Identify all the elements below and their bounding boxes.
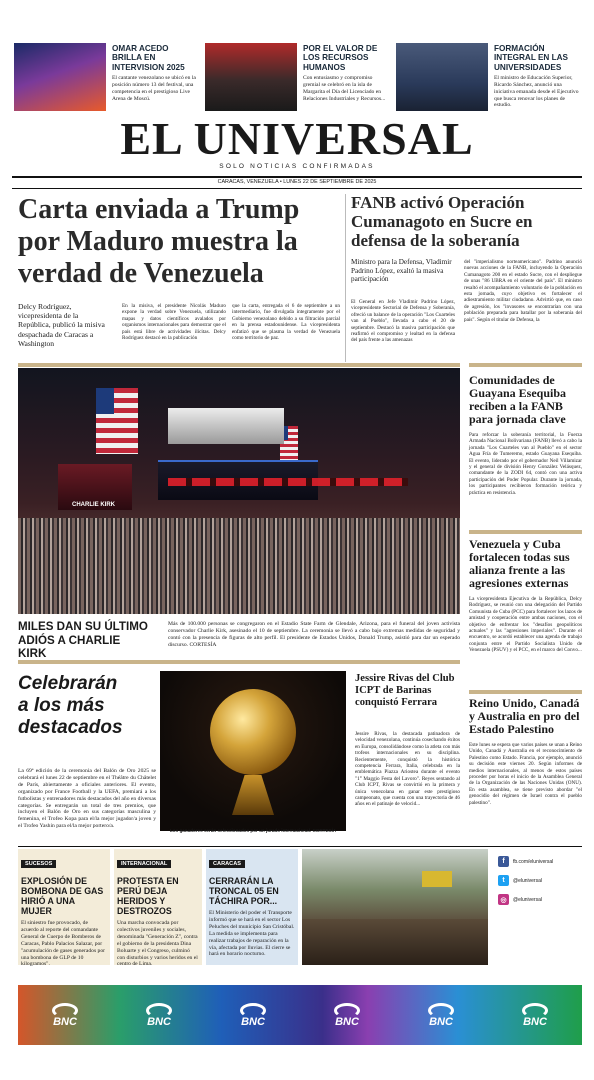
jessire-text: Jessire Rivas, la destacada patinadora de velocidad venezolana, continúa cosechando éxitos en Europa, consolidándose como la atleta con más trofeos internacionales en su disciplina. Recientemente, conquistó la histórica competencia Ferrara, Italia, celebrada en la emblemática Piazza Ariostea durante el evento "1° Maggio Festa del Lavoro". Reyes sentando al Club ICPT, Rivas se convirtió en la primera y única venezolana en ganar este prestigioso campeonato, que cuenta con una trayectoria de 46 años en el patinaje de velocid... xyxy=(355,731,460,808)
dateline: CARACAS, VENEZUELA • LUNES 22 DE SEPTIEMBRE DE 2025 xyxy=(217,179,377,185)
lead-deck: Delcy Rodríguez, vicepresidenta de la República, publicó la misiva despachada de Caracas a Washington xyxy=(18,302,105,348)
sidebar-title: Comunidades de Guayana Esequiba reciben a la FANB para jornada clave xyxy=(469,373,567,426)
bottom-text: Una marcha convocada por colectivos juveniles y sociales, denominada "Generación Z", contra el gobierno de la presidenta Dina Boluarte y el Congreso, culminó con disturbios y varios heridos en el centro de Lima. xyxy=(117,920,198,968)
promo-title: OMAR ACEDO BRILLA EN INTERVISION 2025 xyxy=(112,44,185,72)
sidebar-title: Reino Unido, Canadá y Australia en pro del Estado Palestino xyxy=(469,696,580,736)
dateline-divider xyxy=(12,188,582,189)
road xyxy=(302,919,488,965)
promo-text: El ministro de Educación Superior, Ricardo Sánchez, anunció una iniciativa emanada desde el Ejecutivo que busca renovar los planes de estudio. xyxy=(494,75,579,109)
fanb-column-2: del "imperialismo norteamericano". Padrino anunció nuevas acciones de la FANB, incluyendo la Operación Cumanagoto 200 en el estado Sucre, con el despliegue de unas "86 UBRA en el oriente del país". El ministro resaltó el acompañamiento voluntario de la población en esta jornada, cuyo objetivo es fortalecer el adiestramiento militar ciudadano. Advirtió que, en caso de agresión, los "invasores se encontrarían con una población preparada para batallar por la soberanía del país". Según el titular de Defensa, la xyxy=(464,259,582,323)
masthead-tagline: SOLO NOTICIAS CONFIRMADAS xyxy=(219,163,375,170)
crowd xyxy=(18,518,460,614)
bnc-logo: BNC xyxy=(505,998,565,1032)
sidebar-story-3[interactable] xyxy=(469,697,582,806)
bottom-story-3[interactable] xyxy=(206,849,298,965)
ballon-rule xyxy=(18,660,460,664)
promo-title: FORMACIÓN INTEGRAL EN LAS UNIVERSIDADES xyxy=(494,44,568,72)
column-divider xyxy=(345,194,346,362)
social-twitter[interactable] xyxy=(498,875,584,886)
bnc-logo: BNC xyxy=(317,998,377,1032)
bottom-story-2[interactable] xyxy=(114,849,202,968)
ballon-trophy xyxy=(210,689,296,775)
promo-1[interactable] xyxy=(112,44,196,102)
sidebar-text: Para reforzar la soberanía territorial, la Fuerza Armada Nacional Bolivariana (FANB) llevó a cabo la jornada "Los Cuarteles van al Pueblo" en el sector Agua Fría de Tumeremo, estado Guayana Esequiba. El evento, liderado por el gobernador Neil Villamizar y el general de división Henry González Velásquez, comandante de la ZODI 64, contó con una activa participación del Poder Popular. Durante la jornada, los participantes recibieron formación teórica y práctica en resistencia. xyxy=(469,432,582,496)
section-label: SUCESOS xyxy=(21,860,56,868)
sidebar-rule-3 xyxy=(469,690,582,694)
fanb-headline[interactable]: FANB activó Operación Cumanagoto en Sucre en defensa de la soberanía xyxy=(351,193,533,250)
social-facebook[interactable] xyxy=(498,856,584,867)
lead-headline[interactable]: Carta enviada a Trump por Maduro muestra la verdad de Venezuela xyxy=(18,194,300,289)
sidebar-title: Venezuela y Cuba fortalecen todas sus alianza frente a las agresiones externas xyxy=(469,537,570,590)
sidebar-text: Este lunes se espera que varios países se unan a Reino Unido, Canadá y Australia en el reconocimiento de Palestino como Estado. Francia, por ejemplo, anunció su decisión este viernes 20. Según informes de medios internacionales, al menos de estos países proceder por horas el inicio de la Asamblea General de la Organización de las Naciones Unidas (ONU). En esta asamblea, se tiene previsto abordar "el genocidio del régimen de Israel contra el pueblo palestino". xyxy=(469,742,582,806)
masthead-title[interactable]: EL UNIVERSAL xyxy=(120,113,474,164)
bottom-title: EXPLOSIÓN DE BOMBONA DE GAS HIRIÓ A UNA MUJER xyxy=(21,876,104,916)
bottom-photo[interactable] xyxy=(302,849,488,965)
banner-text: CHARLIE KIRK xyxy=(72,502,115,508)
stage-screen xyxy=(168,408,284,444)
social-handle: @eluniversal xyxy=(513,877,542,884)
bnc-logo: BNC xyxy=(35,998,95,1032)
main-photo[interactable] xyxy=(18,368,460,614)
bottom-title: PROTESTA EN PERÚ DEJA HERIDOS Y DESTROZOS xyxy=(117,876,179,916)
ballon-caption: Los ganadores serán seleccionados por un jurado internacional. CORTESÍA xyxy=(170,828,337,833)
section-label: INTERNACIONAL xyxy=(117,860,171,868)
bottom-text: El siniestro fue provocado, de acuerdo al reporte del comandante General de Cuerpo de Bomberos de Caracas, Pablo Palacios Salazar, por "acumulación de gases generados por una bombona de GLP de 10 kilogramos". xyxy=(21,920,105,968)
social-instagram[interactable] xyxy=(498,894,584,905)
sidebar-text: La vicepresidenta Ejecutiva de la República, Delcy Rodríguez, se reunió con una delegación del Partido Comunista de Cuba (PCC) para fortalecer los lazos de amistad y cooperación entre ambas naciones, con el objetivo de enfrentar los "desafíos geopolíticos actuales" y las "agresiones imperiales". Durante el encuentro, se acordó establecer una agenda de trabajo conjunta entre el Partido Socialista Unido de Venezuela (PSUV) y el PCC, en el marco del Convo... xyxy=(469,596,582,654)
jessire-headline[interactable]: Jessire Rivas del Club ICPT de Barinas conquistó Ferrara xyxy=(355,673,455,709)
promo-image-1 xyxy=(14,43,106,111)
bottom-title: CERRARÁN LA TRONCAL 05 EN TÁCHIRA POR... xyxy=(209,876,279,906)
social-links xyxy=(498,856,584,905)
ballon-text: La 69ª edición de la ceremonia del Balón de Oro 2025 se celebrará el lunes 22 de septiembre en el Théâtre du Châtelet de París, abiertamente a oficiales anteriores. El evento, organizado por France Football y la UEFA, premiará a los futbolistas y entrenadores más destacados del año en diversas categorías. Se entregarán un total de tres premios, que incluyen el Balón de Oro en sus categorías masculina y femenina, el Trofeo Kopa para el/la mejor jugador/a joven y el Trofeo Yashin para el/la mejor portero/a. xyxy=(18,768,156,830)
social-handle: @eluniversal xyxy=(513,896,542,903)
ballon-base xyxy=(232,775,274,815)
sidebar-story-2[interactable] xyxy=(469,538,582,654)
promo-text: Con entusiasmo y compromiso gremial se celebró en la isla de Margarita el Día del Licenciado en Relaciones Industriales y Recursos... xyxy=(303,75,386,102)
sidebar-rule-1 xyxy=(469,363,582,367)
promo-image-3 xyxy=(396,43,488,111)
fanb-deck: Ministro para la Defensa, Vladimir Padrino López, exaltó la masiva participación xyxy=(351,258,452,284)
stage-red-lights xyxy=(168,478,408,486)
promo-2[interactable] xyxy=(303,44,387,102)
bnc-ad-banner[interactable] xyxy=(18,985,582,1045)
fanb-column-1: El General en Jefe Vladimir Padrino López, vicepresidente Sectorial de Defensa y Soberanía, ofreció un balance de la operación "Los Cuarteles van al Pueblo", llevada a cabo el 20 de septiembre. Destacó la masiva participación que reafirmó el compromiso y lealtad en la defensa del país frente a las amenazas xyxy=(351,299,455,344)
social-handle: fb.com/eluniversal xyxy=(513,858,554,865)
ballon-headline[interactable]: Celebrarán a los más destacados xyxy=(18,673,123,738)
lead-column-2: que la carta, entregada el 6 de septiembre a un intermediario, fue divulgada íntegramente por el Gobierno venezolano debido a su filtración parcial en la prensa estadounidense. La vicepresidenta enfatizó que se plasma la verdad de Venezuela como territorio de paz. xyxy=(232,303,340,342)
instagram-icon: ◎ xyxy=(498,894,509,905)
main-photo-headline[interactable]: MILES DAN SU ÚLTIMO ADIÓS A CHARLIE KIRK xyxy=(18,620,148,660)
excavator xyxy=(422,871,452,887)
sidebar-rule-2 xyxy=(469,530,582,534)
sidebar-story-1[interactable] xyxy=(469,374,582,496)
twitter-icon: t xyxy=(498,875,509,886)
bnc-logo: BNC xyxy=(129,998,189,1032)
facebook-icon: f xyxy=(498,856,509,867)
bnc-logo: BNC xyxy=(223,998,283,1032)
bottom-strip-rule xyxy=(18,846,582,847)
bottom-story-1[interactable] xyxy=(18,849,110,968)
promo-image-2 xyxy=(205,43,297,111)
ballon-photo[interactable] xyxy=(160,671,346,831)
masthead-divider xyxy=(12,176,582,178)
photo-top-rule xyxy=(18,363,460,367)
section-label: CARACAS xyxy=(209,860,245,868)
flag-left xyxy=(96,388,138,454)
bottom-text: El Ministerio del poder el Transporte informó que se hará en el sector Los Peluches del municipio San Cristóbal. La medida se implementa para realizar trabajos de reparación en la vía, afectada por lluvias. El cierre se hará en horario nocturno. xyxy=(209,910,295,958)
bnc-logo: BNC xyxy=(411,998,471,1032)
main-photo-caption: Más de 100.000 personas se congregaron en el Estadio State Farm de Glendale, Arizona, para el funeral del joven activista conservador Charlie Kirk, asesinado el 10 de septiembre. La ceremonia se llevó a cabo bajo extremas medidas de seguridad y contó con la presencia de figuras de alto perfil. El presidente de Estados Unidos, Donald Trump, asistió para dar un esperado discurso. CORTESÍA xyxy=(168,621,460,648)
promo-text: El cantante venezolano se ubicó en la posición número 13 del festival, una competencia en el prestigioso Live Arena de Moscú. xyxy=(112,75,196,102)
promo-title: POR EL VALOR DE LOS RECURSOS HUMANOS xyxy=(303,44,378,72)
lead-column-1: En la misiva, el presidente Nicolás Maduro expone la verdad sobre Venezuela, utilizando mapas y datos científicos avalados por organismos internacionales para demostrar que el país está libre de actividades ilícitas. Delcy Rodríguez destacó en la publicación xyxy=(122,303,226,342)
promo-3[interactable] xyxy=(494,44,580,109)
